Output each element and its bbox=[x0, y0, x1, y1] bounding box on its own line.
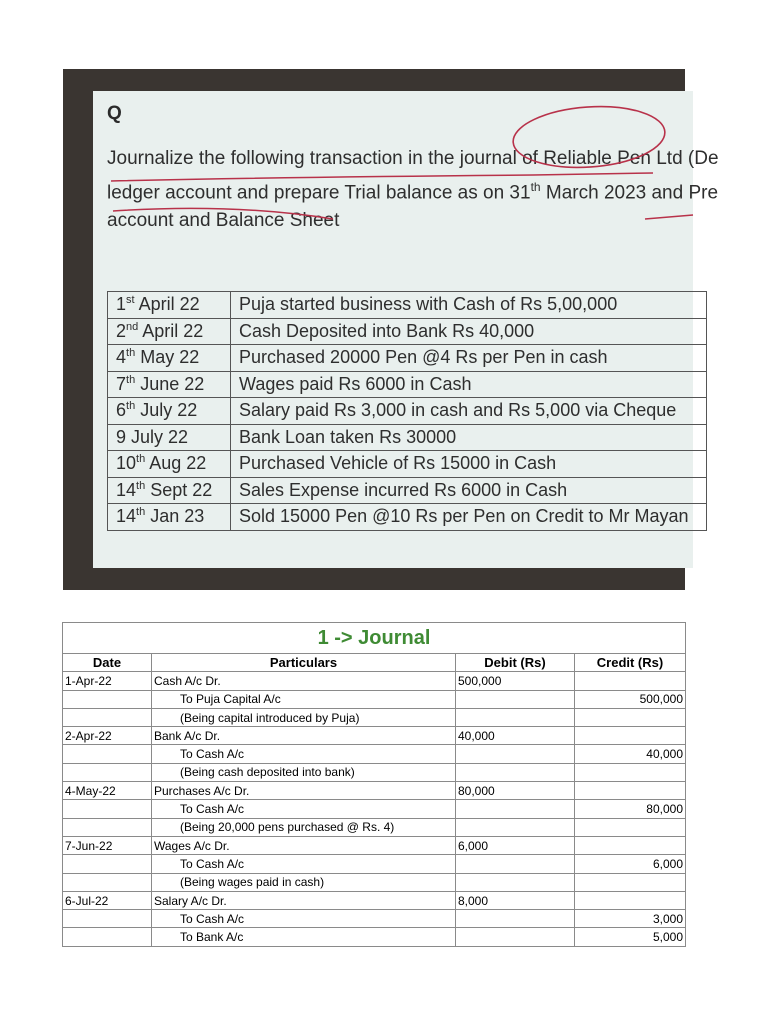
journal-debit bbox=[456, 910, 575, 928]
transaction-row bbox=[108, 451, 707, 478]
transaction-date: 9 July 22 bbox=[108, 424, 231, 451]
transaction-text: Sold 15000 Pen @10 Rs per Pen on Credit to Mr Mayan bbox=[231, 504, 707, 531]
journal-debit bbox=[456, 708, 575, 726]
question-line-2: ledger account and prepare Trial balance as on 31th March 2023 and Pre bbox=[107, 180, 719, 204]
journal-debit bbox=[456, 855, 575, 873]
journal-particulars: (Being cash deposited into bank) bbox=[152, 763, 456, 781]
header-credit: Credit (Rs) bbox=[575, 654, 686, 672]
journal-row bbox=[63, 708, 686, 726]
journal-particulars: Salary A/c Dr. bbox=[152, 891, 456, 909]
transaction-text: Purchased Vehicle of Rs 15000 in Cash bbox=[231, 451, 707, 478]
transaction-date: 1st April 22 bbox=[108, 292, 231, 319]
journal-particulars: Wages A/c Dr. bbox=[152, 836, 456, 854]
transaction-text: Purchased 20000 Pen @4 Rs per Pen in cash bbox=[231, 345, 707, 372]
journal-credit bbox=[575, 782, 686, 800]
question-line-3: account and Balance Sheet bbox=[107, 210, 340, 232]
journal-credit bbox=[575, 727, 686, 745]
transaction-text: Bank Loan taken Rs 30000 bbox=[231, 424, 707, 451]
journal-credit bbox=[575, 818, 686, 836]
journal-row bbox=[63, 800, 686, 818]
transaction-row bbox=[108, 477, 707, 504]
journal-debit bbox=[456, 800, 575, 818]
transaction-text: Cash Deposited into Bank Rs 40,000 bbox=[231, 318, 707, 345]
journal-debit bbox=[456, 818, 575, 836]
journal-particulars: To Bank A/c bbox=[152, 928, 456, 946]
transactions-table bbox=[107, 291, 707, 531]
journal-debit: 6,000 bbox=[456, 836, 575, 854]
transaction-date: 2nd April 22 bbox=[108, 318, 231, 345]
journal-credit bbox=[575, 891, 686, 909]
journal-particulars: To Cash A/c bbox=[152, 745, 456, 763]
transaction-row bbox=[108, 398, 707, 425]
journal-row bbox=[63, 891, 686, 909]
journal-date bbox=[63, 873, 152, 891]
transaction-text: Puja started business with Cash of Rs 5,00,000 bbox=[231, 292, 707, 319]
journal-row bbox=[63, 745, 686, 763]
transaction-text: Salary paid Rs 3,000 in cash and Rs 5,000 via Cheque bbox=[231, 398, 707, 425]
journal-date: 1-Apr-22 bbox=[63, 672, 152, 690]
journal-credit bbox=[575, 873, 686, 891]
journal-credit bbox=[575, 836, 686, 854]
transaction-text: Wages paid Rs 6000 in Cash bbox=[231, 371, 707, 398]
journal-credit bbox=[575, 672, 686, 690]
journal-date bbox=[63, 928, 152, 946]
transaction-row bbox=[108, 504, 707, 531]
journal-row bbox=[63, 855, 686, 873]
journal-date: 4-May-22 bbox=[63, 782, 152, 800]
journal-row bbox=[63, 727, 686, 745]
header-debit: Debit (Rs) bbox=[456, 654, 575, 672]
question-label: Q bbox=[107, 103, 122, 124]
journal-particulars: Bank A/c Dr. bbox=[152, 727, 456, 745]
pen-annotation bbox=[93, 91, 693, 291]
journal-debit bbox=[456, 745, 575, 763]
journal-date bbox=[63, 763, 152, 781]
journal-particulars: (Being 20,000 pens purchased @ Rs. 4) bbox=[152, 818, 456, 836]
journal-debit: 500,000 bbox=[456, 672, 575, 690]
journal-date: 6-Jul-22 bbox=[63, 891, 152, 909]
question-photo bbox=[63, 69, 719, 590]
journal-particulars: To Cash A/c bbox=[152, 910, 456, 928]
header-particulars: Particulars bbox=[152, 654, 456, 672]
journal-credit: 40,000 bbox=[575, 745, 686, 763]
journal-table bbox=[62, 622, 686, 947]
journal-row bbox=[63, 763, 686, 781]
journal-date bbox=[63, 745, 152, 763]
transaction-date: 6th July 22 bbox=[108, 398, 231, 425]
journal-debit bbox=[456, 690, 575, 708]
transaction-date: 14th Sept 22 bbox=[108, 477, 231, 504]
journal-row bbox=[63, 672, 686, 690]
journal-debit: 8,000 bbox=[456, 891, 575, 909]
journal-debit: 40,000 bbox=[456, 727, 575, 745]
transaction-row bbox=[108, 292, 707, 319]
journal-particulars: Cash A/c Dr. bbox=[152, 672, 456, 690]
journal-debit bbox=[456, 873, 575, 891]
journal-debit bbox=[456, 763, 575, 781]
journal-debit bbox=[456, 928, 575, 946]
journal-date bbox=[63, 910, 152, 928]
journal-debit: 80,000 bbox=[456, 782, 575, 800]
transaction-text: Sales Expense incurred Rs 6000 in Cash bbox=[231, 477, 707, 504]
journal-particulars: To Cash A/c bbox=[152, 800, 456, 818]
journal-date: 2-Apr-22 bbox=[63, 727, 152, 745]
journal-date bbox=[63, 818, 152, 836]
question-line-1: Journalize the following transaction in the journal of Reliable Pen Ltd (De bbox=[107, 148, 719, 169]
transaction-date: 7th June 22 bbox=[108, 371, 231, 398]
transaction-row bbox=[108, 424, 707, 451]
transaction-date: 14th Jan 23 bbox=[108, 504, 231, 531]
journal-particulars: (Being capital introduced by Puja) bbox=[152, 708, 456, 726]
journal-date: 7-Jun-22 bbox=[63, 836, 152, 854]
journal-credit: 6,000 bbox=[575, 855, 686, 873]
journal-date bbox=[63, 800, 152, 818]
transaction-row bbox=[108, 345, 707, 372]
journal-row bbox=[63, 782, 686, 800]
journal-row bbox=[63, 928, 686, 946]
journal-credit: 5,000 bbox=[575, 928, 686, 946]
journal-date bbox=[63, 855, 152, 873]
transaction-date: 4th May 22 bbox=[108, 345, 231, 372]
journal-credit bbox=[575, 708, 686, 726]
journal-credit: 3,000 bbox=[575, 910, 686, 928]
transaction-row bbox=[108, 371, 707, 398]
transaction-row bbox=[108, 318, 707, 345]
journal-credit: 80,000 bbox=[575, 800, 686, 818]
header-date: Date bbox=[63, 654, 152, 672]
journal-title: 1 -> Journal bbox=[63, 623, 686, 654]
journal-date bbox=[63, 690, 152, 708]
journal-row bbox=[63, 690, 686, 708]
journal-row bbox=[63, 873, 686, 891]
journal-credit: 500,000 bbox=[575, 690, 686, 708]
journal-credit bbox=[575, 763, 686, 781]
journal-row bbox=[63, 818, 686, 836]
journal-row bbox=[63, 910, 686, 928]
journal-particulars: (Being wages paid in cash) bbox=[152, 873, 456, 891]
journal-particulars: To Puja Capital A/c bbox=[152, 690, 456, 708]
transaction-date: 10th Aug 22 bbox=[108, 451, 231, 478]
question-paper bbox=[93, 91, 719, 568]
journal-header-row bbox=[63, 654, 686, 672]
journal-particulars: To Cash A/c bbox=[152, 855, 456, 873]
journal-particulars: Purchases A/c Dr. bbox=[152, 782, 456, 800]
journal-date bbox=[63, 708, 152, 726]
journal-row bbox=[63, 836, 686, 854]
